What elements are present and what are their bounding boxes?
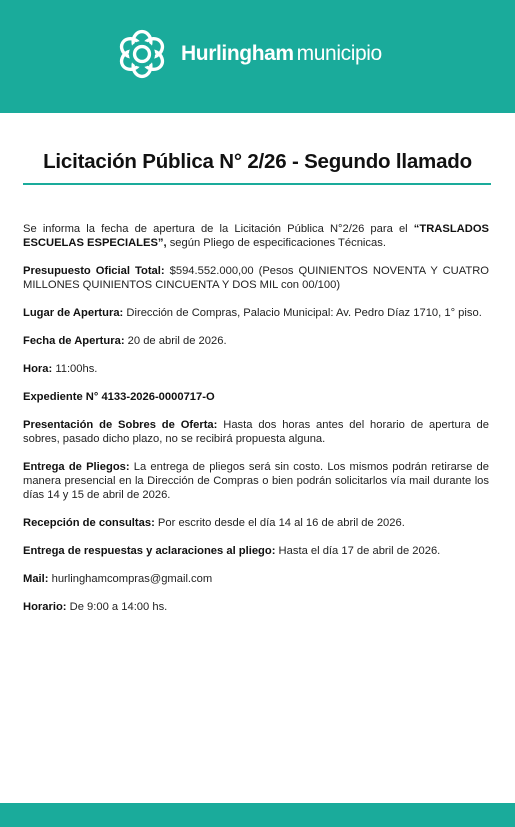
consultas-label: Recepción de consultas: <box>23 517 155 529</box>
fecha-item <box>23 334 489 348</box>
footer-bar <box>0 803 515 827</box>
expediente-item <box>23 390 489 404</box>
lugar-item <box>23 306 489 320</box>
presupuesto-value: $594.552.000,00 (Pesos QUINIENTOS NOVENTA Y CUATRO MILLONES QUINIENTOS CINCUENTA Y DOS MIL con 00/100) <box>23 265 489 291</box>
mail-label: Mail: <box>23 573 49 585</box>
intro-text: Se informa la fecha de apertura de la Licitación Pública N°2/26 para el <box>23 223 414 235</box>
hora-value: 11:00hs. <box>52 363 98 375</box>
entrega-label: Entrega de Pliegos: <box>23 461 130 473</box>
presupuesto-label: Presupuesto Oficial Total: <box>23 265 165 277</box>
intro-tail: según Pliego de especificaciones Técnicas. <box>166 237 386 249</box>
intro-bold: “TRASLADOS ESCUELAS ESPECIALES”, <box>23 223 489 249</box>
hora-item <box>23 362 489 376</box>
mail-value: hurlinghamcompras@gmail.com <box>48 573 213 585</box>
presentacion-label: Presentación de Sobres de Oferta: <box>23 419 218 431</box>
fecha-value: 20 de abril de 2026. <box>124 335 227 347</box>
expediente-label: Expediente N° 4133-2026-0000717-O <box>23 391 215 403</box>
entrega-item <box>23 460 489 502</box>
entrega-value: La entrega de pliegos será sin costo. Los mismos podrán retirarse de manera presencial en la Dirección de Compras o bien podrán solicitarlos vía mail durante los días 14 y 15 de abril de 2026. <box>23 461 489 501</box>
consultas-value: Por escrito desde el día 14 al 16 de abril de 2026. <box>154 517 405 529</box>
logo-suffix-text: municipio <box>296 42 382 65</box>
fecha-label: Fecha de Apertura: <box>23 335 125 347</box>
lugar-label: Lugar de Apertura: <box>23 307 124 319</box>
presentacion-value: Hasta dos horas antes del horario de apertura de sobres, pasado dicho plazo, no se recibirá propuesta alguna. <box>23 419 489 445</box>
presupuesto-item <box>23 264 489 292</box>
header-banner <box>0 0 515 113</box>
horario-value: De 9:00 a 14:00 hs. <box>66 601 168 613</box>
logo-brand-text: Hurlingham <box>181 42 294 65</box>
logo-wordmark <box>181 42 382 66</box>
hora-label: Hora: <box>23 363 53 375</box>
municipio-logo <box>114 25 382 83</box>
consultas-item <box>23 516 489 530</box>
respuestas-value: Hasta el día 17 de abril de 2026. <box>275 545 441 557</box>
respuestas-label: Entrega de respuestas y aclaraciones al pliego: <box>23 545 276 557</box>
presentacion-item <box>23 418 489 446</box>
mail-item <box>23 572 489 586</box>
title-divider <box>23 183 491 185</box>
flower-logo-icon <box>114 25 170 83</box>
intro-paragraph <box>23 222 489 250</box>
horario-item <box>23 600 489 614</box>
page-title: Licitación Pública N° 2/26 - Segundo llamado <box>43 150 472 173</box>
notice-body <box>23 222 489 628</box>
respuestas-item <box>23 544 489 558</box>
lugar-value: Dirección de Compras, Palacio Municipal: Av. Pedro Díaz 1710, 1° piso. <box>123 307 482 319</box>
horario-label: Horario: <box>23 601 67 613</box>
